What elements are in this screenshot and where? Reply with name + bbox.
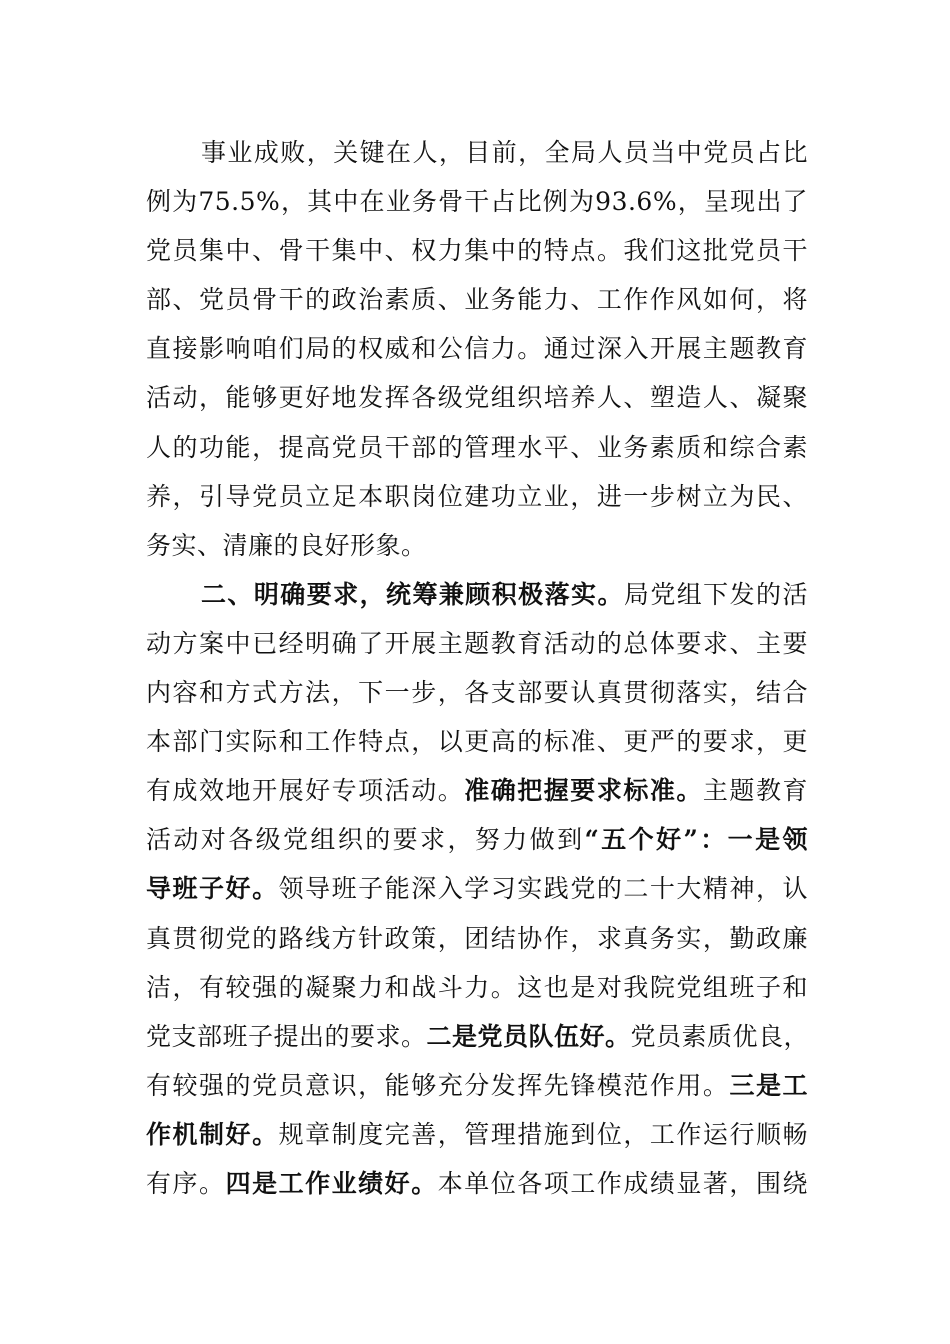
text-line (146, 1159, 808, 1208)
text-segment: 党支部班子提出的要求。 (146, 1021, 427, 1051)
text-segment: 务实、清廉的良好形象。 (146, 530, 427, 560)
text-segment: 洁，有较强的凝聚力和战斗力。这也是对我院党组班子和 (146, 972, 808, 1002)
text-line (146, 128, 808, 177)
text-line (146, 423, 808, 472)
text-segment: 直接影响咱们局的权威和公信力。通过深入开展主题教育 (146, 334, 808, 364)
text-line (146, 570, 808, 619)
text-segment: 人的功能，提高党员干部的管理水平、业务素质和综合素 (146, 432, 808, 462)
bold-text-segment: 二、明确要求，统筹兼顾积极落实。 (201, 579, 624, 609)
text-segment: 部、党员骨干的政治素质、业务能力、工作作风如何，将 (146, 285, 808, 315)
text-line (146, 226, 808, 275)
text-segment: 局党组下发的活 (623, 579, 808, 609)
text-line (146, 521, 808, 570)
text-segment: 本单位各项工作成绩显著，围绕 (437, 1168, 808, 1198)
text-line (146, 1110, 808, 1159)
bold-text-segment: 准确把握要求标准。 (464, 776, 703, 806)
bold-text-segment: 作机制好。 (146, 1119, 279, 1149)
text-segment: 有成效地开展好专项活动。 (146, 776, 465, 806)
text-line (146, 1061, 808, 1110)
text-segment: 主题教育 (702, 776, 808, 806)
text-line (146, 324, 808, 373)
text-line (146, 766, 808, 815)
text-line (146, 815, 808, 864)
text-line (146, 864, 808, 913)
bold-text-segment: 三是工 (729, 1070, 808, 1100)
text-segment: 党员集中、骨干集中、权力集中的特点。我们这批党员干 (146, 236, 808, 266)
bold-text-segment: 二是党员队伍好。 (426, 1021, 631, 1051)
text-line (146, 1012, 808, 1061)
text-segment: 内容和方式方法，下一步，各支部要认真贯彻落实，结合 (146, 678, 808, 708)
bold-text-segment: “五个好”：一是领 (584, 825, 808, 855)
text-segment: 有较强的党员意识，能够充分发挥先锋模范作用。 (146, 1070, 730, 1100)
text-segment: 党员素质优良， (630, 1021, 810, 1051)
text-segment: 真贯彻党的路线方针政策，团结协作，求真务实，勤政廉 (146, 923, 808, 953)
text-segment: 本部门实际和工作特点，以更高的标准、更严的要求，更 (146, 727, 808, 757)
text-line (146, 668, 808, 717)
text-line (146, 963, 808, 1012)
text-segment: 例为75.5%，其中在业务骨干占比例为93.6%，呈现出了 (146, 187, 808, 217)
document-body (146, 128, 808, 1208)
text-segment: 领导班子能深入学习实践党的二十大精神，认 (278, 874, 808, 904)
text-segment: 有序。 (146, 1168, 226, 1198)
text-segment: 事业成败，关键在人，目前，全局人员当中党员占比 (201, 138, 808, 167)
text-line (146, 619, 808, 668)
text-segment: 活动对各级党组织的要求，努力做到 (146, 825, 585, 855)
text-line (146, 914, 808, 963)
text-segment: 活动，能够更好地发挥各级党组织培养人、塑造人、凝聚 (146, 383, 808, 413)
text-line (146, 373, 808, 422)
bold-text-segment: 导班子好。 (146, 874, 279, 904)
bold-text-segment: 四是工作业绩好。 (225, 1168, 438, 1198)
text-segment: 规章制度完善，管理措施到位，工作运行顺畅 (278, 1119, 808, 1149)
text-line (146, 717, 808, 766)
text-segment: 养，引导党员立足本职岗位建功立业，进一步树立为民、 (146, 481, 808, 511)
text-line (146, 275, 808, 324)
text-line (146, 472, 808, 521)
text-segment: 动方案中已经明确了开展主题教育活动的总体要求、主要 (146, 628, 808, 658)
text-line (146, 177, 808, 226)
